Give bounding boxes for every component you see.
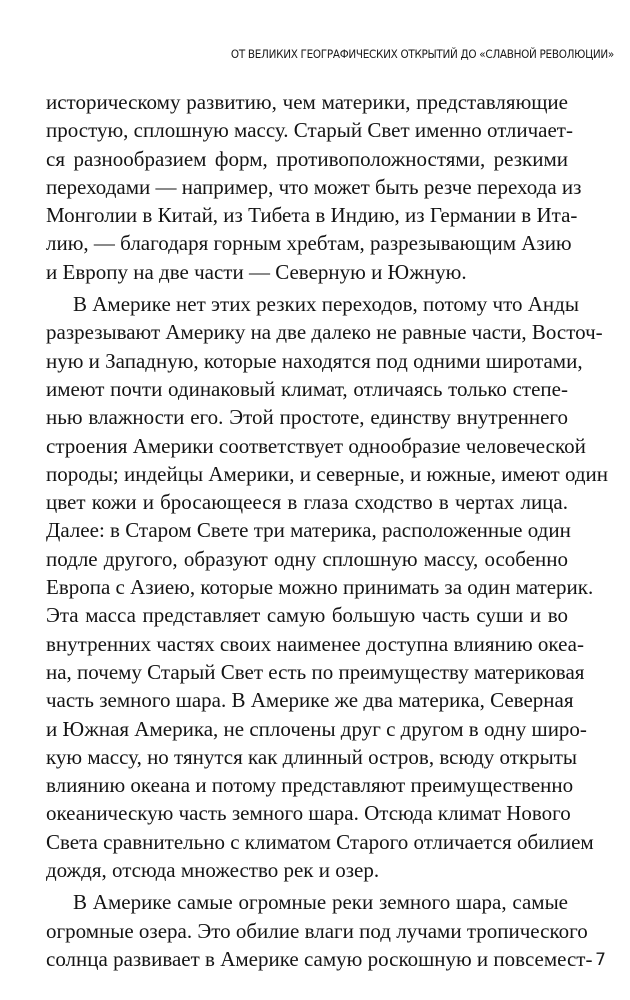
text-line: и Европу на две части — Северную и Южную. (46, 259, 467, 284)
text-line: Далее: в Старом Свете три материка, расположенные один (46, 518, 571, 543)
paragraph-3 (46, 888, 593, 973)
text-line: океаническую часть земного шара. Отсюда климат Нового (46, 801, 571, 826)
text-line: В Америке нет этих резких переходов, потому что Анды (73, 292, 579, 317)
text-line: строения Америки соответствует однообразие человеческой (46, 433, 586, 458)
text-line: и Южная Америка, не сплочены друг с другом в одну широ- (46, 716, 587, 741)
text-line: Европа с Азиею, которые можно принимать за один материк. (46, 575, 594, 600)
text-line: историческому развитию, чем материки, представляющие (46, 90, 568, 114)
text-line: Монголии в Китай, из Тибета в Индию, из Германии в Ита- (46, 203, 578, 228)
text-line: солнца развивает в Америке самую роскошную и повсемест- (46, 946, 593, 971)
paragraph-1 (46, 88, 582, 286)
text-line: влиянию океана и потому представляют преимущественно (46, 773, 574, 798)
running-header: ОТ ВЕЛИКИХ ГЕОГРАФИЧЕСКИХ ОТКРЫТИЙ ДО «СЛАВНОЙ РЕВОЛЮЦИИ» (230, 47, 614, 61)
text-line: разрезывают Америку на две далеко не равные части, Восточ- (46, 320, 603, 345)
text-line: кую массу, но тянутся как длинный остров, всюду открыты (46, 744, 578, 769)
text-line: простую, сплошную массу. Старый Свет именно отличает- (46, 118, 573, 143)
text-line: ную и Западную, которые находятся под одними широтами, (46, 348, 583, 373)
text-line: имеют почти одинаковый климат, отличаясь только степе- (46, 376, 568, 401)
page-number: 7 (595, 950, 606, 970)
text-line: В Америке самые огромные реки земного шара, самые (73, 890, 568, 915)
text-line: породы; индейцы Америки, и северные, и южные, имеют один (46, 461, 609, 486)
text-line: на, почему Старый Свет есть по преимуществу материковая (46, 659, 585, 684)
text-line: подле другого, образуют одну сплошную массу, особенно (46, 546, 568, 571)
text-line: переходами — например, что может быть резче перехода из (46, 174, 582, 199)
text-line: часть земного шара. В Америке же два материка, Северная (46, 688, 574, 713)
text-line: нью влажности его. Этой простоте, единству внутреннего (46, 405, 568, 430)
text-line: лию, — благодаря горным хребтам, разрезывающим Азию (46, 231, 572, 256)
paragraph-2 (46, 290, 609, 884)
text-line: цвет кожи и бросающееся в глаза сходство в чертах лица. (46, 490, 568, 515)
text-line: огромные озера. Это обилие влаги под лучами тропического (46, 918, 588, 943)
text-line: Эта масса представляет самую большую часть суши и во (46, 603, 568, 628)
text-line: дождя, отсюда множество рек и озер. (46, 858, 380, 883)
body-text (46, 88, 609, 973)
text-line: ся разнообразием форм, противоположностями, резкими (46, 146, 568, 171)
text-line: внутренних частях своих наименее доступна влиянию океа- (46, 631, 584, 656)
text-line: Света сравнительно с климатом Старого отличается обилием (46, 829, 594, 854)
